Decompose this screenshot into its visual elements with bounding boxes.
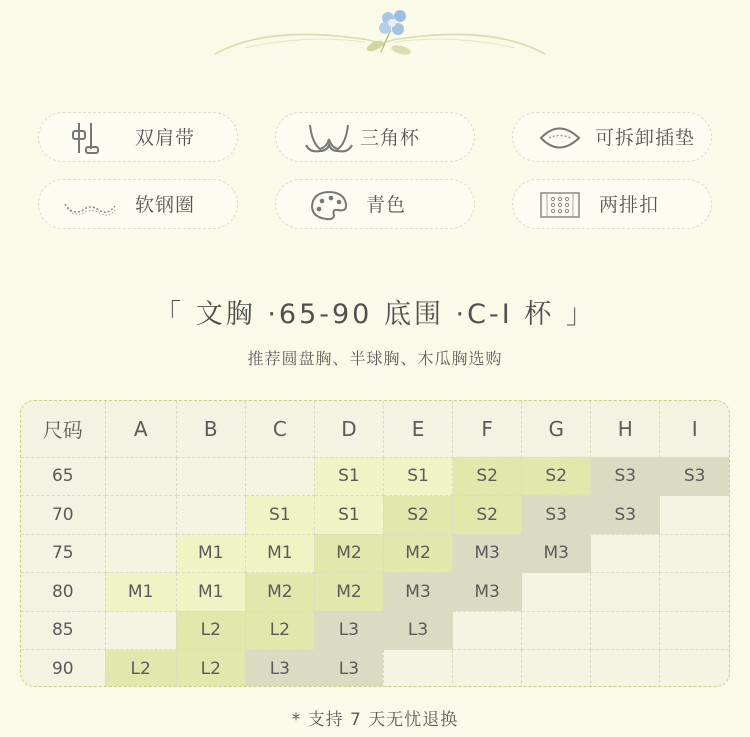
table-row xyxy=(21,534,729,573)
size-cell: S3 xyxy=(660,457,729,496)
size-cell: S3 xyxy=(591,496,660,535)
table-row xyxy=(21,573,729,612)
size-cell xyxy=(453,611,522,650)
size-cell: M1 xyxy=(105,573,176,612)
cup-header: G xyxy=(522,401,591,457)
table-row xyxy=(21,457,729,496)
cup-header: D xyxy=(314,401,383,457)
flower-ornament-icon xyxy=(205,4,555,66)
size-cell xyxy=(591,650,660,688)
size-cell xyxy=(660,573,729,612)
size-cell: S1 xyxy=(314,496,383,535)
size-cell xyxy=(591,573,660,612)
size-cell: M2 xyxy=(383,534,452,573)
pad-icon xyxy=(535,121,593,155)
feature-item-wire xyxy=(38,179,238,229)
palette-icon xyxy=(298,188,356,222)
size-cell xyxy=(383,650,452,688)
size-cell xyxy=(660,534,729,573)
band-size-cell: 75 xyxy=(21,534,105,573)
size-cell: M3 xyxy=(453,573,522,612)
cup-header: I xyxy=(660,401,729,457)
size-cell xyxy=(105,457,176,496)
size-cell: M2 xyxy=(245,573,314,612)
feature-label: 三角杯 xyxy=(360,127,421,149)
return-policy-note: * 支持 7 天无忧退换 xyxy=(291,710,459,730)
feature-label: 软钢圈 xyxy=(135,194,196,216)
size-table-body xyxy=(21,457,729,687)
size-cell xyxy=(660,650,729,688)
size-cell xyxy=(660,496,729,535)
feature-item-strap xyxy=(38,112,238,162)
cup-header: E xyxy=(383,401,452,457)
feature-item-triangle-cup xyxy=(275,112,475,162)
size-cell xyxy=(176,457,245,496)
size-cell: L3 xyxy=(314,611,383,650)
section-subtitle: 推荐圆盘胸、半球胸、木瓜胸选购 xyxy=(247,349,503,368)
table-row xyxy=(21,496,729,535)
band-size-cell: 90 xyxy=(21,650,105,688)
size-cell xyxy=(176,496,245,535)
size-cell: L2 xyxy=(105,650,176,688)
size-cell: S1 xyxy=(383,457,452,496)
feature-grid xyxy=(38,112,712,230)
size-table xyxy=(21,401,729,687)
size-cell: S1 xyxy=(314,457,383,496)
cup-header: B xyxy=(176,401,245,457)
band-size-cell: 80 xyxy=(21,573,105,612)
cup-header: A xyxy=(105,401,176,457)
feature-label: 两排扣 xyxy=(599,194,660,216)
size-cell xyxy=(522,650,591,688)
size-cell: S2 xyxy=(383,496,452,535)
size-cell xyxy=(105,611,176,650)
size-cell xyxy=(591,534,660,573)
band-size-cell: 85 xyxy=(21,611,105,650)
feature-item-pad xyxy=(512,112,712,162)
size-cell: S2 xyxy=(522,457,591,496)
size-cell: M1 xyxy=(245,534,314,573)
size-cell xyxy=(105,496,176,535)
section-title: 「 文胸 ·65-90 底围 ·C-I 杯 」 xyxy=(154,299,596,330)
size-cell xyxy=(453,650,522,688)
cup-header: H xyxy=(591,401,660,457)
cup-header: C xyxy=(245,401,314,457)
feature-item-hook xyxy=(512,179,712,229)
feature-item-color xyxy=(275,179,475,229)
size-cell: L3 xyxy=(383,611,452,650)
corner-header: 尺码 xyxy=(21,401,105,457)
feature-label: 青色 xyxy=(366,194,407,216)
hook-icon xyxy=(535,188,593,222)
size-cell: M3 xyxy=(522,534,591,573)
size-cell: S2 xyxy=(453,496,522,535)
size-cell: S2 xyxy=(453,457,522,496)
size-cell: M1 xyxy=(176,573,245,612)
size-cell: L2 xyxy=(176,650,245,688)
table-row xyxy=(21,611,729,650)
size-cell xyxy=(245,457,314,496)
feature-label: 可拆卸插垫 xyxy=(595,127,696,149)
cup-header: F xyxy=(453,401,522,457)
size-cell: S3 xyxy=(591,457,660,496)
size-cell xyxy=(522,611,591,650)
size-cell: M2 xyxy=(314,534,383,573)
size-cell: L3 xyxy=(314,650,383,688)
size-cell: L2 xyxy=(245,611,314,650)
size-cell: S1 xyxy=(245,496,314,535)
band-size-cell: 65 xyxy=(21,457,105,496)
strap-icon xyxy=(61,121,119,155)
size-cell: M3 xyxy=(383,573,452,612)
size-cell: M2 xyxy=(314,573,383,612)
size-cell: M3 xyxy=(453,534,522,573)
table-row xyxy=(21,650,729,688)
size-cell xyxy=(660,611,729,650)
table-header-row xyxy=(21,401,729,457)
size-cell: L3 xyxy=(245,650,314,688)
feature-label: 双肩带 xyxy=(135,127,196,149)
triangle-cup-icon xyxy=(298,121,356,155)
size-cell: M1 xyxy=(176,534,245,573)
size-cell xyxy=(105,534,176,573)
size-cell xyxy=(591,611,660,650)
size-cell: L2 xyxy=(176,611,245,650)
band-size-cell: 70 xyxy=(21,496,105,535)
size-cell xyxy=(522,573,591,612)
wire-icon xyxy=(61,188,119,222)
size-cell: S3 xyxy=(522,496,591,535)
size-chart xyxy=(20,400,730,687)
